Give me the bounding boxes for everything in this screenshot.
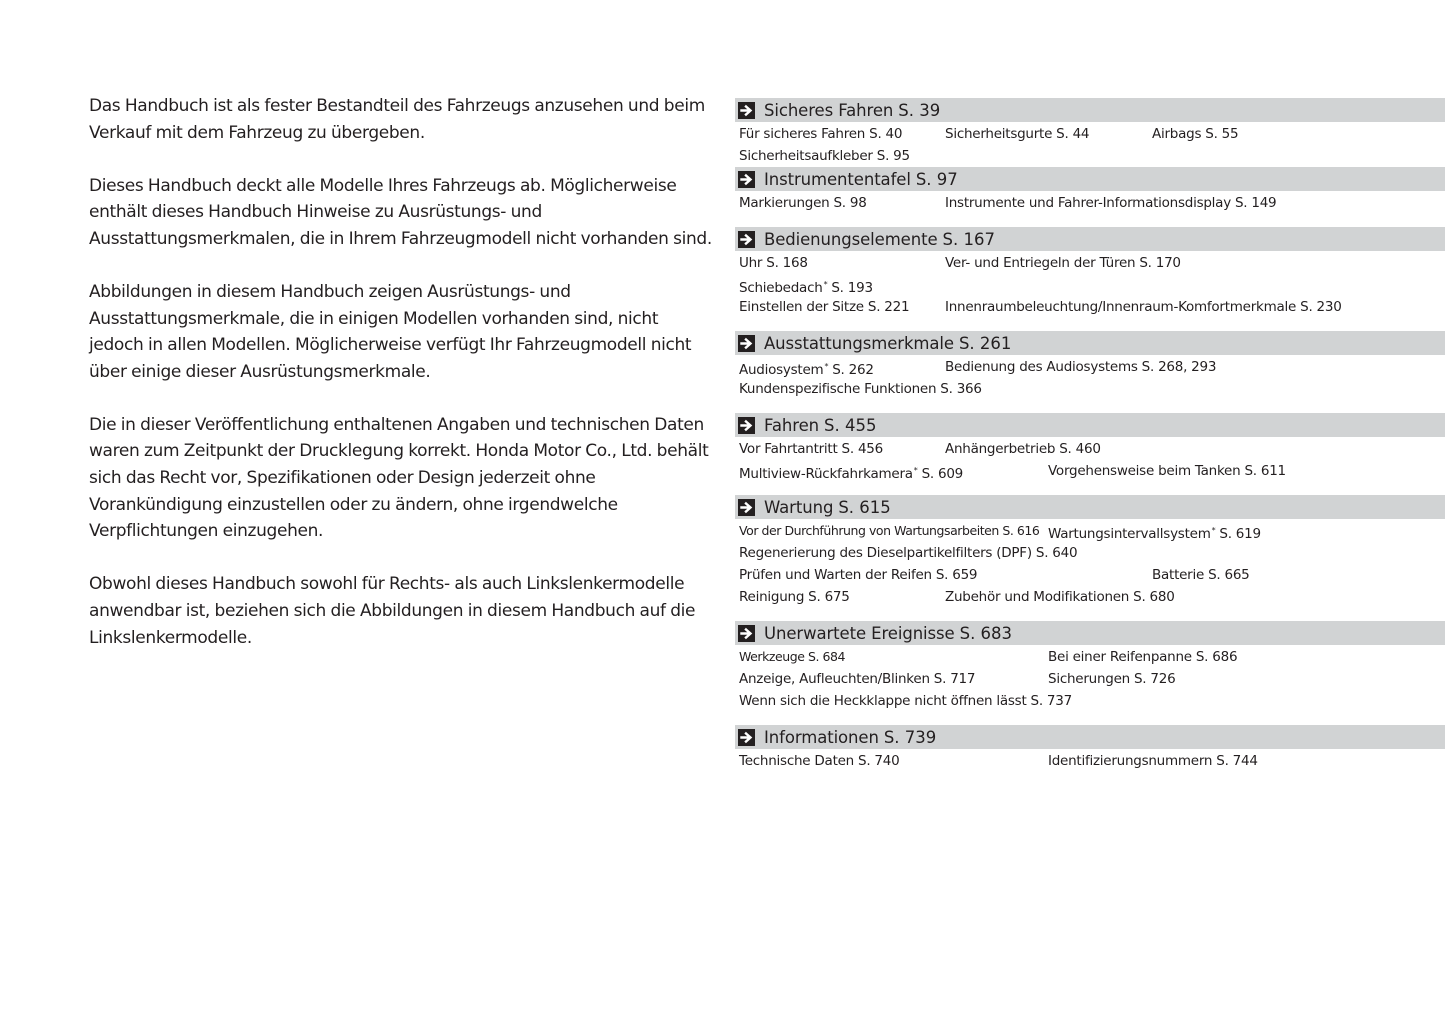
- toc-link[interactable]: Kundenspezifische Funktionen S. 366: [739, 381, 982, 397]
- toc-link[interactable]: Einstellen der Sitze S. 221: [739, 299, 910, 315]
- section-page[interactable]: S. 683: [959, 623, 1013, 643]
- toc-link[interactable]: Sicherungen S. 726: [1048, 671, 1176, 687]
- section-header[interactable]: [735, 98, 1445, 122]
- toc-row: [735, 520, 1445, 542]
- toc-row: [735, 564, 1445, 586]
- section-title[interactable]: Informationen: [764, 727, 879, 747]
- toc-link-label: Multiview-Rückfahrkamera: [739, 466, 913, 482]
- toc-link[interactable]: Anzeige, Aufleuchten/Blinken S. 717: [739, 671, 976, 687]
- toc-link[interactable]: Prüfen und Warten der Reifen S. 659: [739, 567, 978, 583]
- intro-paragraph: Dieses Handbuch deckt alle Modelle Ihres Fahrzeugs ab. Möglicherweise enthält dieses Handbuch Hinweise zu Ausrüstungs- und Ausstattungsmerkmalen, die in Ihrem Fahrzeugmodell nicht vorhanden sind.: [89, 175, 712, 249]
- toc-link[interactable]: Wenn sich die Heckklappe nicht öffnen lässt S. 737: [739, 693, 1072, 709]
- toc-link[interactable]: Sicherheitsgurte S. 44: [945, 126, 1090, 142]
- toc-link[interactable]: Zubehör und Modifikationen S. 680: [945, 589, 1175, 605]
- section-header[interactable]: [735, 495, 1445, 519]
- optional-marker: *: [824, 362, 829, 371]
- arrow-right-icon: [738, 231, 755, 248]
- toc-row: [735, 252, 1445, 274]
- section-title[interactable]: Unerwartete Ereignisse: [764, 623, 955, 643]
- toc-row: [735, 460, 1445, 482]
- section-page[interactable]: S. 167: [942, 229, 995, 249]
- toc-section-bedienungselemente: [735, 227, 1445, 318]
- intro-paragraph: Das Handbuch ist als fester Bestandteil des Fahrzeugs anzusehen und beim Verkauf mit dem Fahrzeug zu übergeben.: [89, 96, 705, 143]
- toc-link-label: Schiebedach: [739, 280, 823, 296]
- toc-link[interactable]: Sicherheitsaufkleber S. 95: [739, 148, 910, 164]
- toc-link-label: Audiosystem: [739, 362, 824, 378]
- toc-section-instrumententafel: [735, 167, 1445, 214]
- section-page[interactable]: S. 455: [823, 415, 877, 435]
- toc-row: [735, 192, 1445, 214]
- toc-link[interactable]: Airbags S. 55: [1152, 126, 1239, 142]
- toc-link[interactable]: Ver- und Entriegeln der Türen S. 170: [945, 255, 1181, 271]
- toc-row: [735, 296, 1445, 318]
- toc-link[interactable]: Für sicheres Fahren S. 40: [739, 126, 903, 142]
- toc-link[interactable]: Vor der Durchführung von Wartungsarbeiten S. 616: [739, 523, 1040, 538]
- section-header[interactable]: [735, 167, 1445, 191]
- section-title[interactable]: Fahren: [764, 415, 819, 435]
- toc-link[interactable]: Reinigung S. 675: [739, 589, 850, 605]
- toc-link[interactable]: Uhr S. 168: [739, 255, 808, 271]
- section-header[interactable]: [735, 621, 1445, 645]
- arrow-right-icon: [738, 499, 755, 516]
- toc-row: [735, 274, 1445, 296]
- toc-row: [735, 123, 1445, 145]
- toc-section-informationen: [735, 725, 1445, 772]
- toc-link[interactable]: Vorgehensweise beim Tanken S. 611: [1048, 463, 1286, 479]
- toc-row: [735, 668, 1445, 690]
- toc-link[interactable]: Vor Fahrtantritt S. 456: [739, 441, 883, 457]
- toc-section-sicheres-fahren: [735, 98, 1445, 167]
- toc-row: [735, 438, 1445, 460]
- section-page[interactable]: S. 615: [838, 497, 891, 517]
- toc-link-label: Wartungsintervallsystem: [1048, 526, 1211, 542]
- intro-paragraph: Abbildungen in diesem Handbuch zeigen Ausrüstungs- und Ausstattungsmerkmale, die in einigen Modellen vorhanden sind, nicht jedoch in allen Modellen. Möglicherweise verfügt Ihr Fahrzeugmodell nicht über einige dieser Ausrüstungsmerkmale.: [89, 281, 692, 382]
- arrow-right-icon: [738, 729, 755, 746]
- toc-section-fahren: [735, 413, 1445, 482]
- section-header[interactable]: [735, 227, 1445, 251]
- section-header[interactable]: [735, 725, 1445, 749]
- section-title[interactable]: Sicheres Fahren: [764, 100, 894, 120]
- toc-link[interactable]: Identifizierungsnummern S. 744: [1048, 753, 1258, 769]
- table-of-contents: [735, 98, 1445, 785]
- toc-link-page: S. 619: [1219, 526, 1261, 542]
- optional-marker: *: [823, 280, 828, 289]
- toc-link[interactable]: Bedienung des Audiosystems S. 268, 293: [945, 359, 1217, 375]
- section-title[interactable]: Wartung: [764, 497, 834, 517]
- toc-link[interactable]: Regenerierung des Dieselpartikelfilters (DPF) S. 640: [739, 545, 1078, 561]
- section-header[interactable]: [735, 413, 1445, 437]
- section-title[interactable]: Ausstattungsmerkmale: [764, 333, 954, 353]
- section-page[interactable]: S. 739: [883, 727, 937, 747]
- toc-row: [735, 542, 1445, 564]
- arrow-right-icon: [738, 625, 755, 642]
- toc-link[interactable]: Batterie S. 665: [1152, 567, 1250, 583]
- intro-text: [89, 93, 717, 678]
- section-title[interactable]: Instrumententafel: [764, 169, 911, 189]
- toc-link[interactable]: Markierungen S. 98: [739, 195, 867, 211]
- toc-link[interactable]: Instrumente und Fahrer-Informationsdisplay S. 149: [945, 195, 1277, 211]
- toc-section-unerwartete-ereignisse: [735, 621, 1445, 712]
- toc-row: [735, 378, 1445, 400]
- intro-paragraph: Die in dieser Veröffentlichung enthaltenen Angaben und technischen Daten waren zum Zeitpunkt der Drucklegung korrekt. Honda Motor Co., Ltd. behält sich das Recht vor, Spezifikationen oder Design jederzeit ohne Vorankündigung einzustellen oder zu ändern, ohne irgendwelche Verpflichtungen einzugehen.: [89, 414, 709, 542]
- toc-row: [735, 646, 1445, 668]
- toc-link-page: S. 609: [921, 466, 964, 482]
- toc-link[interactable]: [739, 460, 963, 485]
- toc-link[interactable]: Innenraumbeleuchtung/Innenraum-Komfortmerkmale S. 230: [945, 299, 1342, 315]
- section-page[interactable]: S. 39: [898, 100, 941, 120]
- section-page[interactable]: S. 97: [915, 169, 958, 189]
- section-title[interactable]: Bedienungselemente: [764, 229, 938, 249]
- toc-link[interactable]: Technische Daten S. 740: [739, 753, 900, 769]
- arrow-right-icon: [738, 417, 755, 434]
- section-header[interactable]: [735, 331, 1445, 355]
- toc-row: [735, 690, 1445, 712]
- optional-marker: *: [913, 466, 918, 475]
- toc-link-page: S. 262: [832, 362, 874, 378]
- toc-row: [735, 356, 1445, 378]
- section-page[interactable]: S. 261: [958, 333, 1012, 353]
- toc-section-wartung: [735, 495, 1445, 608]
- toc-section-ausstattungsmerkmale: [735, 331, 1445, 400]
- toc-row: [735, 586, 1445, 608]
- arrow-right-icon: [738, 171, 755, 188]
- toc-row: [735, 750, 1445, 772]
- toc-link[interactable]: Bei einer Reifenpanne S. 686: [1048, 649, 1238, 665]
- toc-link[interactable]: Werkzeuge S. 684: [739, 649, 846, 664]
- intro-paragraph: Obwohl dieses Handbuch sowohl für Rechts- als auch Linkslenkermodelle anwendbar ist, beziehen sich die Abbildungen in diesem Handbuch auf die Linkslenkermodelle.: [89, 574, 696, 648]
- toc-link-page: S. 193: [831, 280, 873, 296]
- toc-row: [735, 145, 1445, 167]
- optional-marker: *: [1211, 526, 1216, 535]
- arrow-right-icon: [738, 335, 755, 352]
- toc-link[interactable]: Anhängerbetrieb S. 460: [945, 441, 1101, 457]
- arrow-right-icon: [738, 102, 755, 119]
